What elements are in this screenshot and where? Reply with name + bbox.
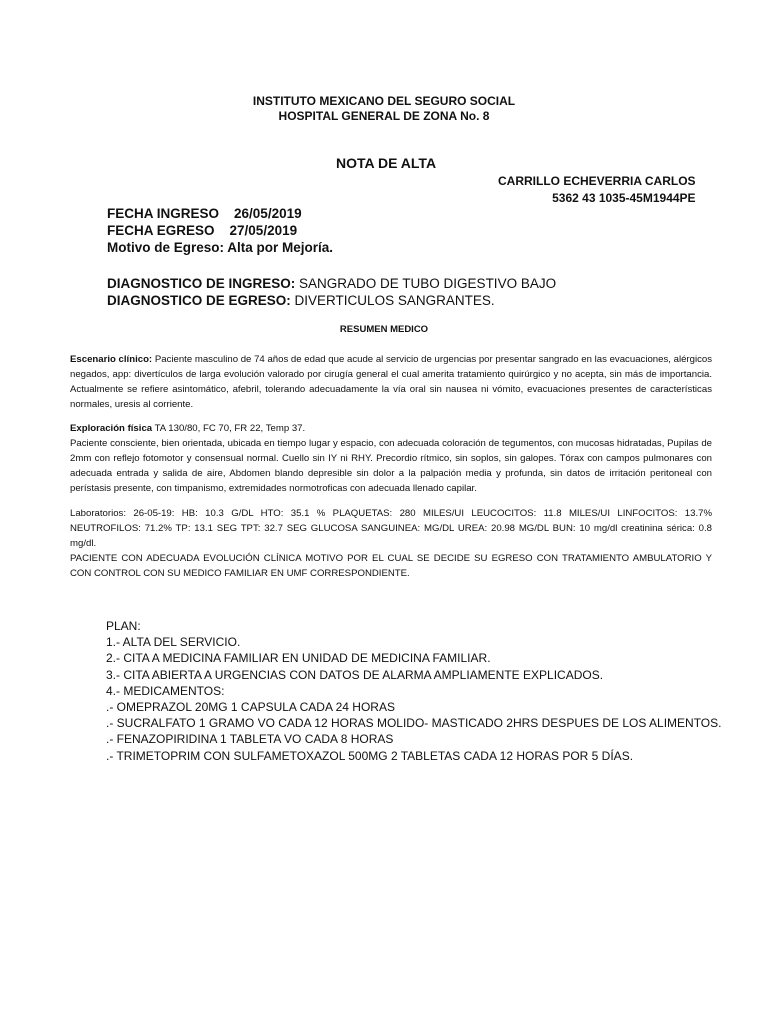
plan-item: .- FENAZOPIRIDINA 1 TABLETA VO CADA 8 HORAS — [106, 732, 394, 747]
plan-item: .- OMEPRAZOL 20MG 1 CAPSULA CADA 24 HORAS — [106, 700, 395, 715]
plan-item: 2.- CITA A MEDICINA FAMILIAR EN UNIDAD DE MEDICINA FAMILIAR. — [106, 651, 491, 666]
plan-item: 3.- CITA ABIERTA A URGENCIAS CON DATOS DE ALARMA AMPLIAMENTE EXPLICADOS. — [106, 667, 604, 682]
admission-diagnosis-label: DIAGNOSTICO DE INGRESO: — [107, 276, 296, 291]
hospital-name: HOSPITAL GENERAL DE ZONA No. 8 — [278, 109, 490, 123]
conclusion-paragraph: PACIENTE CON ADECUADA EVOLUCIÓN CLÍNICA MOTIVO POR EL CUAL SE DECIDE SU EGRESO CON TRATAMIENTO AMBULATORIO Y CON CONTROL CON SU MEDICO FAMILIAR EN UMF CORRESPONDIENTE. — [70, 553, 712, 579]
admission-date-label: FECHA INGRESO — [107, 206, 220, 221]
clinical-scenario-text: Paciente masculino de 74 años de edad que acude al servicio de urgencias por presentar sangrado en las evacuaciones, alérgicos negados, app: divertículos de larga evolución valorado por cirugía general el cual amerita tratamiento quirúrgico y no acepta, sin más de importancia. Actualmente se refiere asintomático, afebril, tolerando adecuadamente la vía oral sin nausea ni vómito, evacuaciones presentes de características normales, uresis al corriente. — [70, 354, 713, 410]
discharge-reason: Motivo de Egreso: Alta por Mejoría. — [107, 240, 334, 255]
plan-item: .- TRIMETOPRIM CON SULFAMETOXAZOL 500MG 2 TABLETAS CADA 12 HORAS POR 5 DÍAS. — [106, 748, 634, 763]
physical-exam-paragraph — [70, 421, 712, 496]
institution-name: INSTITUTO MEXICANO DEL SEGURO SOCIAL — [252, 94, 516, 108]
physical-exam-text: Paciente consciente, bien orientada, ubicada en tiempo lugar y espacio, con adecuada coloración de tegumentos, con mucosas hidratadas, Pupilas de 2mm con reflejo fotomotor y consensual normal. Cuello sin IY ni RHY. Precordio rítmico, sin soplos, sin galopes. Tórax con campos pulmonares con adecuada entrada y salida de aire, Abdomen blando depresible sin dolor a la palpación media y profunda, sin datos de irritación peritoneal con perístasis presente, con timpanismo, extremidades normotroficas con adecuada llenado capilar. — [70, 438, 712, 494]
patient-name: CARRILLO ECHEVERRIA CARLOS — [498, 174, 696, 188]
plan-item: 4.- MEDICAMENTOS: — [106, 683, 225, 698]
dates-block — [107, 205, 333, 256]
diagnosis-block — [107, 275, 556, 309]
physical-exam-label: Exploración física — [70, 423, 153, 434]
discharge-date: 27/05/2019 — [229, 223, 298, 238]
discharge-diagnosis-row — [107, 292, 556, 309]
admission-diagnosis-row — [107, 275, 556, 292]
clinical-scenario-paragraph — [70, 352, 712, 412]
patient-id: 5362 43 1035-45M1944PE — [552, 191, 696, 205]
admission-date-row — [107, 205, 333, 222]
discharge-diagnosis-label: DIAGNOSTICO DE EGRESO: — [107, 293, 291, 308]
discharge-date-label: FECHA EGRESO — [107, 223, 215, 238]
patient-block — [498, 173, 696, 207]
admission-diagnosis-value: SANGRADO DE TUBO DIGESTIVO BAJO — [299, 276, 557, 291]
plan-block — [106, 618, 721, 764]
admission-date: 26/05/2019 — [234, 206, 302, 221]
clinical-scenario-label: Escenario clínico: — [70, 354, 153, 365]
plan-title: PLAN: — [106, 619, 141, 633]
physical-exam-vitals: TA 130/80, FC 70, FR 22, Temp 37. — [154, 423, 306, 434]
lab-results-paragraph: Laboratorios: 26-05-19: HB: 10.3 G/DL HTO: 35.1 % PLAQUETAS: 280 MILES/UI LEUCOCITOS: 11.8 MILES/UI LINFOCITOS: 13.7% NEUTROFILOS: 71.2% TP: 13.1 SEG TPT: 32.7 SEG GLUCOSA SANGUINEA: MG/DL UREA: 20.98 MG/DL BUN: 10 mg/dl creatinina sérica: 0.8 mg/dl. — [70, 508, 712, 549]
discharge-date-row — [107, 222, 333, 239]
document-title: NOTA DE ALTA — [336, 155, 437, 171]
summary-heading: RESUMEN MEDICO — [339, 324, 429, 335]
plan-item: .- SUCRALFATO 1 GRAMO VO CADA 12 HORAS MOLIDO- MASTICADO 2HRS DESPUES DE LOS ALIMENTOS. — [106, 716, 722, 731]
discharge-diagnosis-value: DIVERTICULOS SANGRANTES. — [294, 293, 495, 308]
plan-item: 1.- ALTA DEL SERVICIO. — [106, 635, 241, 650]
